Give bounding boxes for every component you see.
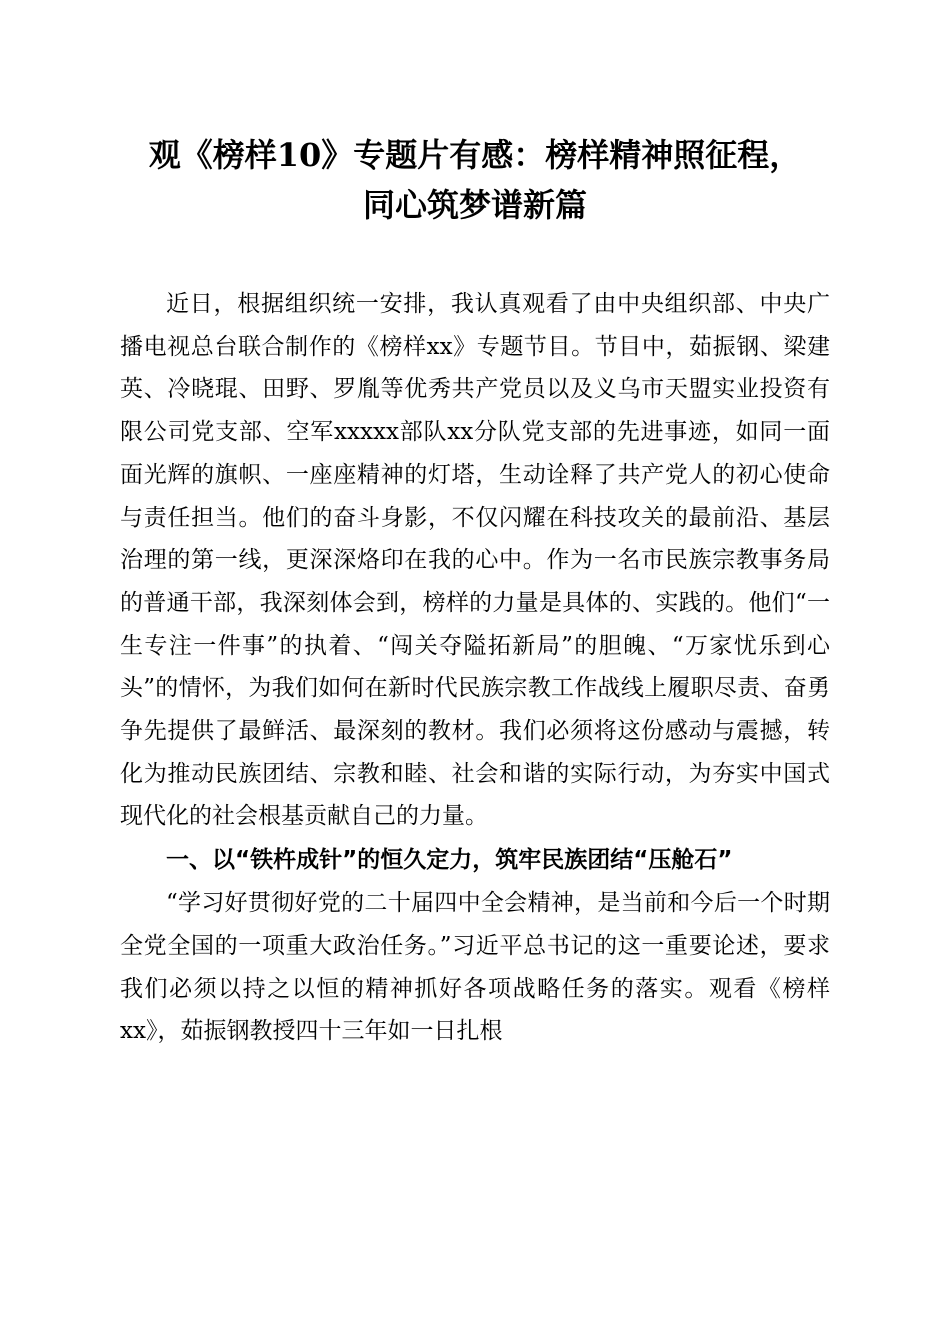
paragraph-section-1: “学习好贯彻好党的二十届四中全会精神，是当前和今后一个时期全党全国的一项重大政治任务。”习近平总书记的这一重要论述，要求我们必须以持之以恒的精神抓好各项战略任务的落实。观看《榜样xx》，茹振钢教授四十三年如一日扎根 (120, 890, 830, 1045)
title-line-1: 观《榜样10》专题片有感：榜样精神照征程， (148, 136, 802, 174)
paragraph-intro: 近日，根据组织统一安排，我认真观看了由中央组织部、中央广播电视总台联合制作的《榜样xx》专题节目。节目中，茹振钢、梁建英、冷晓琨、田野、罗胤等优秀共产党员以及义乌市天盟实业投资有限公司党支部、空军xxxxx部队xx分队党支部的先进事迹，如同一面面光辉的旗帜、一座座精神的灯塔，生动诠释了共产党人的初心使命与责任担当。他们的奋斗身影，不仅闪耀在科技攻关的最前沿、基层治理的第一线，更深深烙印在我的心中。作为一名市民族宗教事务局的普通干部，我深刻体会到，榜样的力量是具体的、实践的。他们“一生专注一件事”的执着、“闯关夺隘拓新局”的胆魄、“万家忧乐到心头”的情怀，为我们如何在新时代民族宗教工作战线上履职尽责、奋勇争先提供了最鲜活、最深刻的教材。我们必须将这份感动与震撼，转化为推动民族团结、宗教和睦、社会和谐的实际行动，为夯实中国式现代化的社会根基贡献自己的力量。 (120, 291, 830, 830)
document-body (120, 283, 830, 1053)
document-title (100, 130, 850, 230)
section-heading-1: 一、以“铁杵成针”的恒久定力，筑牢民族团结“压舱石” (166, 847, 733, 874)
title-line-2: 同心筑梦谱新篇 (362, 186, 587, 224)
